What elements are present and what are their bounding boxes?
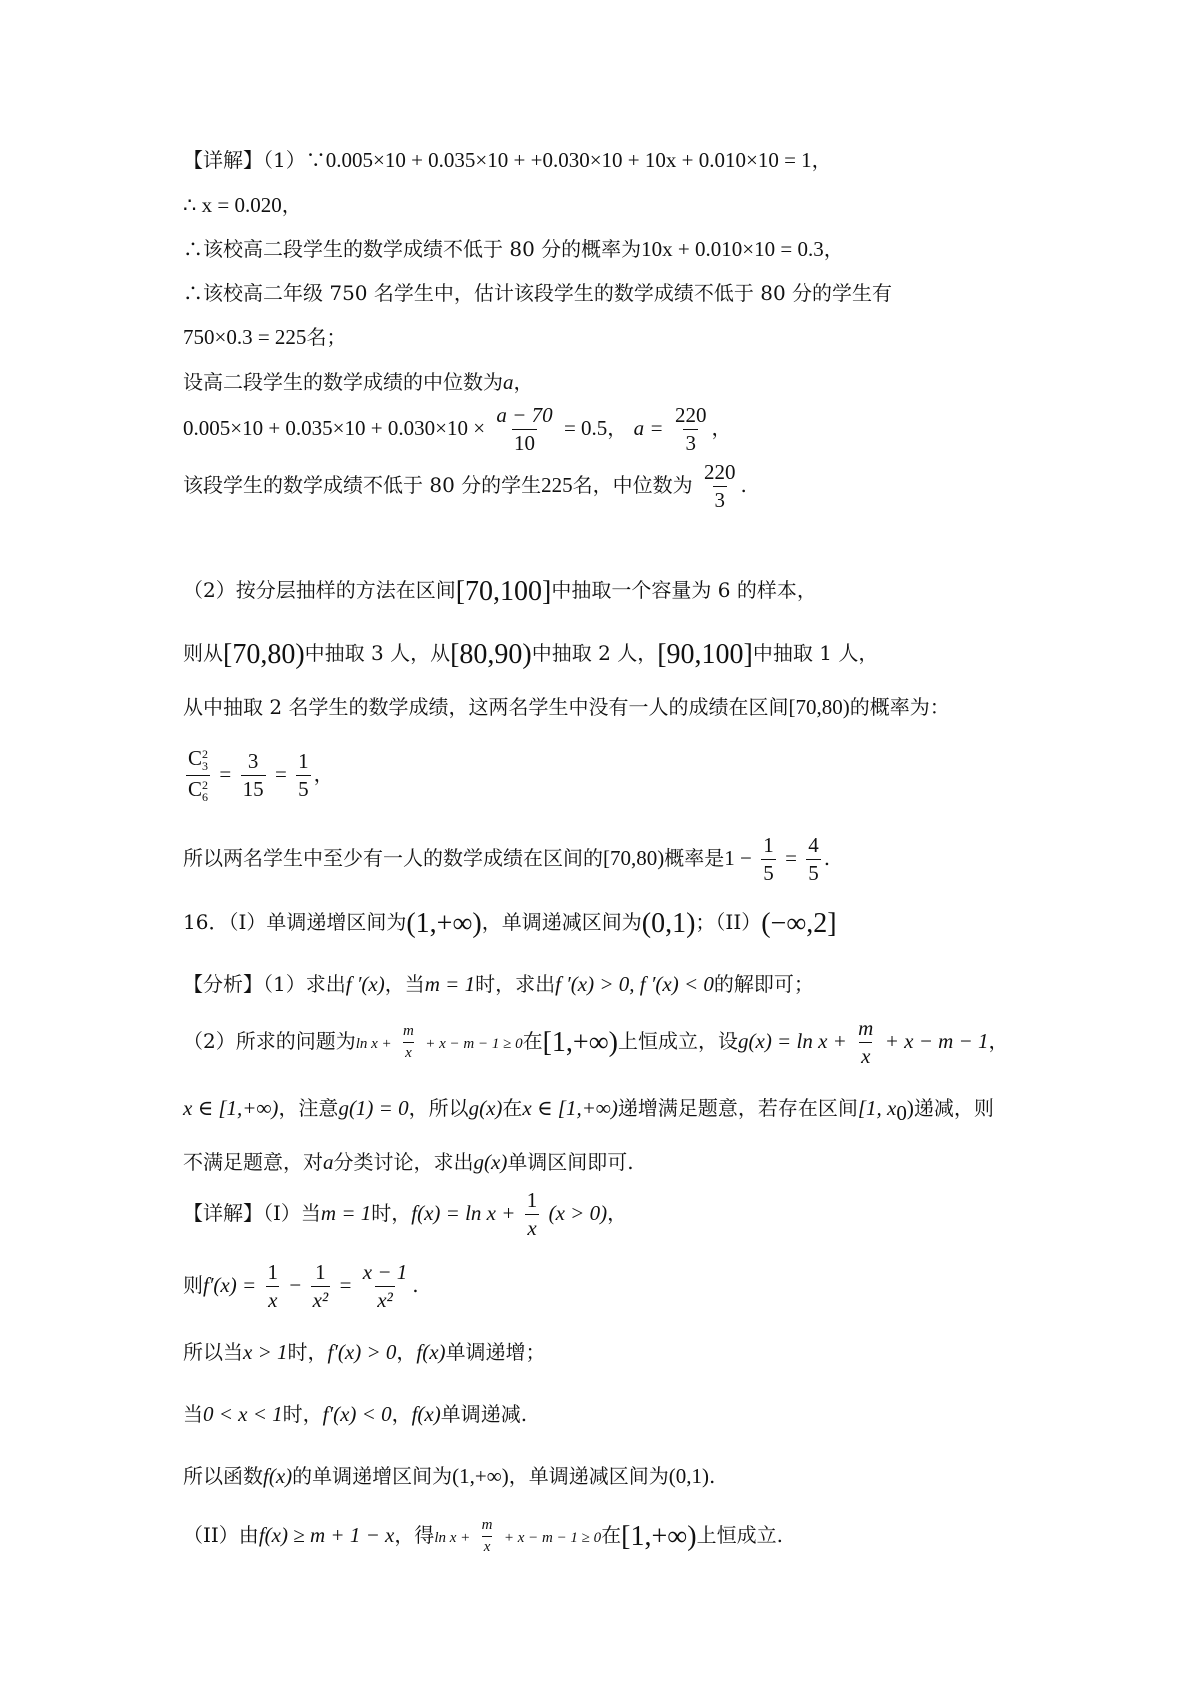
detail-line-4: 当0 < x < 1时，f′(x) < 0，f(x)单调递减. (183, 1402, 528, 1426)
fraction-c32-over-c62: C 2 3 C 2 6 (188, 746, 209, 805)
fraction-1-over-x: $\frac{1}{x}$ (526, 1188, 538, 1240)
solution-line-6: 设高二段学生的数学成绩的中位数为a， (183, 370, 534, 394)
derivative-line: 则f′(x) = $\frac{1}{x}$ − $\frac{1}{\text{x²}}$ = $\frac{x - 1}{\text{x²}}$ . (183, 1260, 419, 1312)
detail-line-3: 所以当x > 1时，f′(x) > 0，f(x)单调递增； (183, 1340, 546, 1364)
analysis-line-4: 不满足题意，对a分类讨论，求出g(x)单调区间即可. (183, 1150, 634, 1174)
fraction-a-minus-70-over-10: $\frac{a - 70}{10}$ (496, 403, 553, 455)
fraction-220-over-3-median: $\frac{220}{3}$ (704, 460, 736, 512)
analysis-line-1: 【分析】（1）求出f ′(x)，当m = 1时，求出f ′(x) > 0, f ′(x) < 0的解即可； (183, 972, 814, 996)
solution-line-4: ∴该校高二年级 750 名学生中，估计该段学生的数学成绩不低于 80 分的学生有 (183, 281, 893, 305)
fraction-x-minus-1-over-x-squared: $\frac{x - 1}{\text{x²}}$ (362, 1260, 408, 1312)
fraction-m-over-x-final: $\frac{m}{x}$ (481, 1517, 493, 1555)
fraction-1-over-x-b: $\frac{1}{x}$ (267, 1260, 279, 1312)
detail-line-6: （II）由f(x) ≥ m + 1 − x，得ln x + $\frac{m}{x}$ + x − m − 1 ≥ 0在[1,+∞)上恒成立. (183, 1517, 783, 1555)
solution-line-8: 该段学生的数学成绩不低于 80 分的学生225名，中位数为 $\frac{220}{3}$ . (183, 460, 747, 512)
combination-probability-line: C 2 3 C 2 6 = $\frac{3}{15}$ = $\frac{1}{5}$ ， (188, 746, 334, 805)
solution-line-1: 【详解】（1）∵0.005×10 + 0.035×10 + +0.030×10 + 10x + 0.010×10 = 1， (183, 148, 832, 172)
problem-16-answer-line: 16．（I）单调递增区间为(1,+∞)，单调递减区间为(0,1)；（II）(−∞,2] (183, 908, 837, 939)
solution-line-2: ∴ x = 0.020， (183, 193, 302, 217)
solution-line-3: ∴该校高二段学生的数学成绩不低于 80 分的概率为10x + 0.010×10 = 0.3， (183, 237, 844, 261)
median-equation-line: 0.005×10 + 0.035×10 + 0.030×10 × $\frac{a - 70}{10}$ = 0.5， a = $\frac{220}{3}$ ， (183, 403, 732, 455)
solution-line-5: 750×0.3 = 225名； (183, 325, 347, 349)
fraction-1-over-5-b: $\frac{1}{5}$ (763, 833, 774, 885)
fraction-1-over-x-squared: $\frac{1}{\text{x²}}$ (312, 1260, 329, 1312)
analysis-line-3: x ∈ [1,+∞)，注意g(1) = 0，所以g(x)在x ∈ [1,+∞)递增满足题意，若存在区间[1, $x_0$)递减，则 (183, 1096, 994, 1125)
detail-line-5: 所以函数f(x)的单调递增区间为(1,+∞)，单调递减区间为(0,1). (183, 1464, 716, 1488)
solution-line-9: （2）按分层抽样的方法在区间[70,100]中抽取一个容量为 6 的样本， (183, 576, 817, 607)
analysis-line-2: （2）所求的问题为ln x + $\frac{m}{x}$ + x − m − 1 ≥ 0在[1,+∞)上恒成立，设g(x) = ln x + $\frac{m}{x}$ + x − m − 1， (183, 1016, 1009, 1068)
solution-line-11: 从中抽取 2 名学生的数学成绩，这两名学生中没有一人的成绩在区间[70,80)的概率为： (183, 695, 950, 719)
fraction-1-over-5: $\frac{1}{5}$ (298, 749, 309, 802)
detail-line-1: 【详解】（I）当m = 1时，f(x) = ln x + $\frac{1}{x}$ (x > 0)， (183, 1188, 628, 1240)
solution-line-13: 所以两名学生中至少有一人的数学成绩在区间的[70,80)概率是1 − $\frac{1}{5}$ = $\frac{4}{5}$ . (183, 833, 831, 885)
fraction-4-over-5: $\frac{4}{5}$ (808, 833, 819, 885)
fraction-3-over-15: $\frac{3}{15}$ (242, 749, 264, 802)
solution-line-10: 则从[70,80)中抽取 3 人，从[80,90)中抽取 2 人，[90,100]中抽取 1 人， (183, 639, 879, 670)
fraction-m-over-x-small: $\frac{m}{x}$ (403, 1023, 414, 1061)
fraction-m-over-x: $\frac{m}{x}$ (858, 1016, 874, 1068)
fraction-220-over-3: $\frac{220}{3}$ (674, 403, 707, 455)
